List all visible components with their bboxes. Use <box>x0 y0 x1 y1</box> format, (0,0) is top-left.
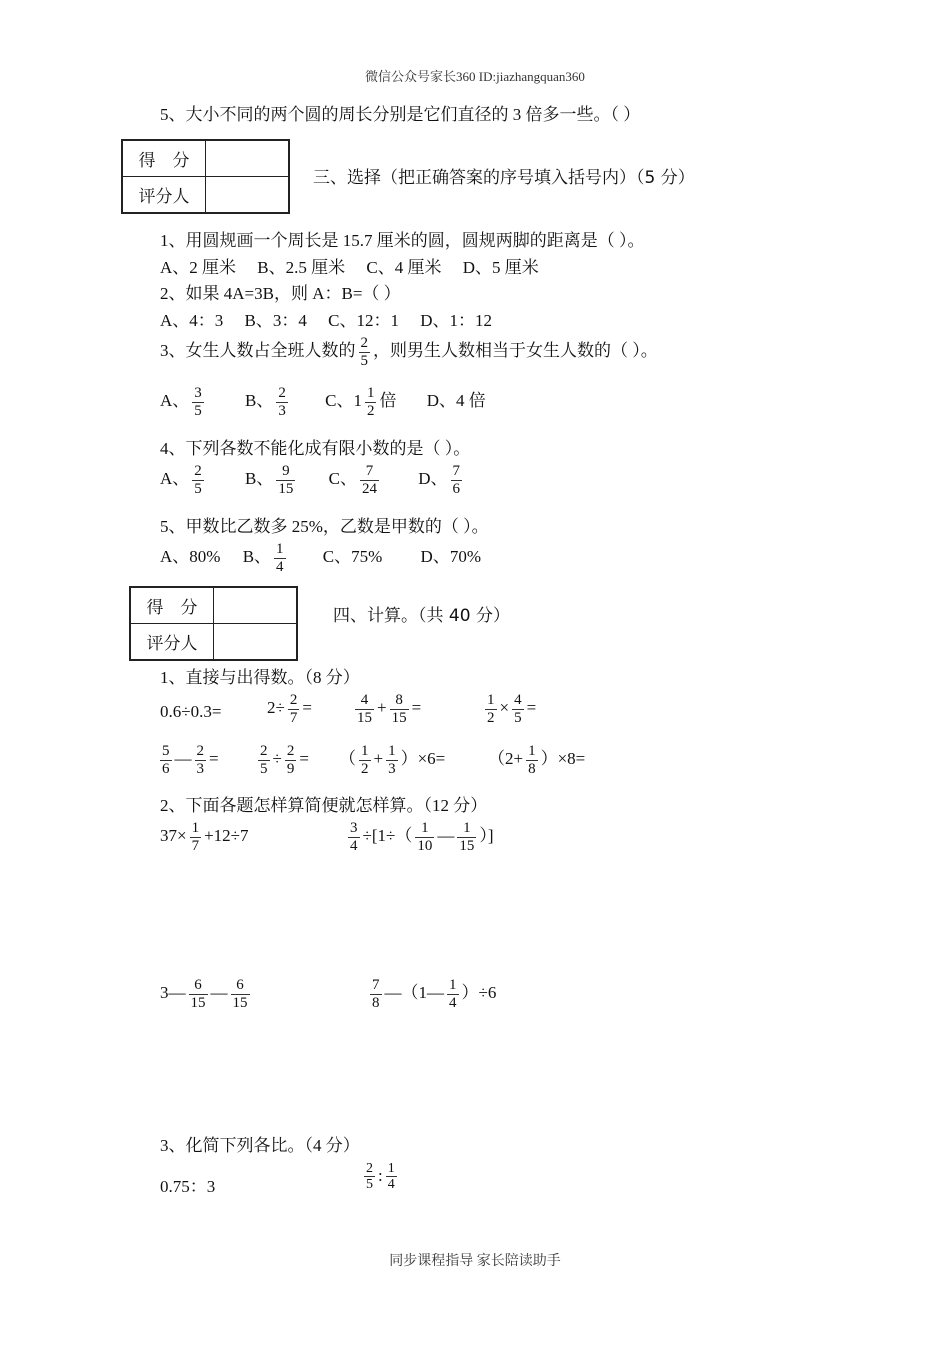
fraction: $\frac{7}{24}$ <box>361 463 377 497</box>
fraction: $\frac{1}{4}$ <box>276 541 284 575</box>
s3-q3-options <box>160 385 486 419</box>
expr: （2+ $\frac{1}{8}$ ）×8= <box>488 743 586 777</box>
fraction: $\frac{6}{15}$ <box>190 977 206 1011</box>
option-d: D、70% <box>420 546 481 566</box>
question-tf-5: 5、大小不同的两个圆的周长分别是它们直径的 3 倍多一些。（ ） <box>160 105 641 124</box>
fraction: $\frac{9}{15}$ <box>278 463 294 497</box>
s3-q1: 1、用圆规画一个周长是 15.7 厘米的圆，圆规两脚的距离是（ ）。 <box>160 231 645 250</box>
option-d: D、4 倍 <box>426 390 486 410</box>
s3-q3-after: ，则男生人数相当于女生人数的（ ）。 <box>373 340 658 360</box>
fraction: $\frac{6}{15}$ <box>232 977 248 1011</box>
s3-q3-before: 3、女生人数占全班人数的 <box>160 340 356 360</box>
expr: $\frac{3}{4}$ ÷[1÷（ $\frac{1}{10}$ — $\frac{1}{15}$ ）] <box>350 820 494 854</box>
s4-p1-title: 1、直接与出得数。（8 分） <box>160 668 360 687</box>
fraction: $\frac{4}{5}$ <box>514 692 522 726</box>
expr: $\frac{5}{6}$ — $\frac{2}{3}$ = <box>162 743 219 777</box>
option-c: C、75% <box>322 546 383 566</box>
fraction: $\frac{1}{8}$ <box>528 743 536 777</box>
fraction: $\frac{1}{2}$ <box>366 385 375 419</box>
expr: 2÷ $\frac{2}{7}$ = <box>267 692 312 726</box>
score-field[interactable] <box>214 587 298 624</box>
fraction: $\frac{2}{3}$ <box>196 743 204 777</box>
fraction: $\frac{1}{4}$ <box>449 977 457 1011</box>
s3-q1-options: A、2 厘米 B、2.5 厘米 C、4 厘米 D、5 厘米 <box>160 258 539 277</box>
grader-label: 评分人 <box>122 177 206 214</box>
fraction: $\frac{1}{15}$ <box>459 820 475 854</box>
option-c-suffix: 倍 <box>379 390 397 410</box>
expr: $\frac{2}{5}$ ÷ $\frac{2}{9}$ = <box>260 743 309 777</box>
fraction: $\frac{3}{4}$ <box>350 820 358 854</box>
option-a: A、 <box>160 468 190 488</box>
fraction: $\frac{1}{10}$ <box>417 820 433 854</box>
grader-field[interactable] <box>214 624 298 661</box>
section4-title: 四、计算。（共 40 分） <box>333 606 510 626</box>
grader-field[interactable] <box>206 177 290 214</box>
fraction: $\frac{7}{6}$ <box>452 463 460 497</box>
s4-p3-title: 3、化简下列各比。（4 分） <box>160 1136 360 1155</box>
fraction: $\frac{1}{2}$ <box>361 743 369 777</box>
fraction: $\frac{1}{3}$ <box>388 743 396 777</box>
fraction: $\frac{4}{15}$ <box>357 692 372 726</box>
option-d: D、 <box>418 468 448 488</box>
fraction: $\frac{2}{5}$ <box>360 335 368 369</box>
option-b: B、 <box>245 468 274 488</box>
s3-q5-options <box>160 541 481 575</box>
score-box <box>121 139 290 214</box>
score-label: 得 分 <box>122 140 206 177</box>
fraction: $\frac{2}{9}$ <box>286 743 295 777</box>
s3-q4-options <box>160 463 465 497</box>
expr: 3— $\frac{6}{15}$ — $\frac{6}{15}$ <box>160 977 248 1011</box>
fraction: $\frac{7}{8}$ <box>372 977 380 1011</box>
s3-q2: 2、如果 4A=3B，则 A：B=（ ） <box>160 284 401 303</box>
option-b: B、 <box>245 390 274 410</box>
expr: $\frac{4}{15}$ + $\frac{8}{15}$ = <box>357 692 422 726</box>
fraction: $\frac{1}{2}$ <box>487 692 495 726</box>
s3-q3 <box>160 335 658 369</box>
fraction: $\frac{2}{5}$ <box>194 463 202 497</box>
fraction: $\frac{2}{7}$ <box>289 692 298 726</box>
s3-q4: 4、下列各数不能化成有限小数的是（ ）。 <box>160 439 471 458</box>
option-a: A、80% <box>160 546 221 566</box>
page-header: 微信公众号家长360 ID:jiazhangquan360 <box>365 69 585 84</box>
expr: 0.6÷0.3= <box>160 702 222 721</box>
page-footer: 同步课程指导 家长陪读助手 <box>389 1254 561 1269</box>
expr: 0.75：3 <box>160 1177 216 1196</box>
s3-q2-options: A、4：3 B、3：4 C、12：1 D、1：12 <box>160 311 492 330</box>
expr: $\frac{2}{5}$ : $\frac{1}{4}$ <box>366 1161 395 1193</box>
fraction: $\frac{2}{5}$ <box>366 1161 373 1193</box>
expr: $\frac{7}{8}$ —（1— $\frac{1}{4}$ ）÷6 <box>372 977 497 1011</box>
grader-label: 评分人 <box>130 624 214 661</box>
s4-p2-title: 2、下面各题怎样算简便就怎样算。（12 分） <box>160 796 488 815</box>
expr: （ $\frac{1}{2}$ + $\frac{1}{3}$ ）×6= <box>339 743 446 777</box>
fraction: $\frac{1}{4}$ <box>387 1161 395 1193</box>
option-a: A、 <box>160 390 190 410</box>
expr: $\frac{1}{2}$ × $\frac{4}{5}$ = <box>487 692 537 726</box>
option-c: C、 <box>328 468 357 488</box>
fraction: $\frac{5}{6}$ <box>162 743 170 777</box>
s3-q5: 5、甲数比乙数多 25%，乙数是甲数的（ ）。 <box>160 517 489 536</box>
fraction: $\frac{1}{7}$ <box>191 820 200 854</box>
option-c: C、1 <box>325 390 362 410</box>
fraction: $\frac{8}{15}$ <box>391 692 407 726</box>
score-label: 得 分 <box>130 587 214 624</box>
fraction: $\frac{2}{5}$ <box>260 743 268 777</box>
expr: 37× $\frac{1}{7}$ +12÷7 <box>160 820 249 854</box>
score-field[interactable] <box>206 140 290 177</box>
fraction: $\frac{3}{5}$ <box>194 385 202 419</box>
fraction: $\frac{2}{3}$ <box>278 385 286 419</box>
score-box <box>129 586 298 661</box>
option-b: B、 <box>242 546 272 566</box>
section3-title: 三、选择（把正确答案的序号填入括号内）（5 分） <box>313 168 695 188</box>
